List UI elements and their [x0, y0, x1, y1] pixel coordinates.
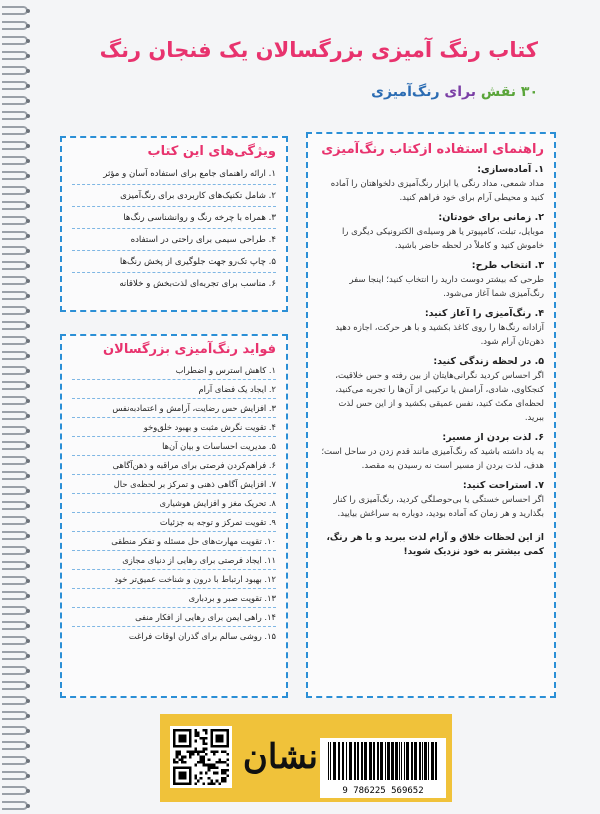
guide-section-body: به یاد داشته باشید که رنگ‌آمیزی مانند قدم زدن در ساحل است؛ هدف، لذت بردن از مسیر است نه رسیدن به مقصد. — [321, 447, 544, 471]
list-item: ۳. همراه با چرخه رنگ و روانشناسی رنگ‌ها — [72, 207, 276, 229]
spiral-coil — [2, 36, 28, 45]
spiral-coil — [2, 801, 28, 810]
spiral-coil — [2, 21, 28, 30]
spiral-coil — [2, 741, 28, 750]
guide-section-body: آزادانه رنگ‌ها را روی کاغذ بکشید و با هر حرکت، اجازه دهید ذهن‌تان آرام شود. — [335, 323, 544, 347]
spiral-coil — [2, 321, 28, 330]
spiral-coil — [2, 591, 28, 600]
spiral-coil — [2, 351, 28, 360]
list-item: ۸. تحریک مغز و افزایش هوشیاری — [72, 494, 276, 513]
spiral-coil — [2, 786, 28, 795]
spiral-coil — [2, 636, 28, 645]
spiral-coil — [2, 51, 28, 60]
features-list — [72, 163, 276, 294]
list-item: ۱. کاهش استرس و اضطراب — [72, 361, 276, 380]
list-item: ۱. ارائه راهنمای جامع برای استفاده آسان و مؤثر — [72, 163, 276, 185]
spiral-coil — [2, 126, 28, 135]
guide-section — [318, 356, 544, 425]
spiral-coil — [2, 441, 28, 450]
guide-closing: از این لحظات خلاق و آرام لذت ببرید و با هر رنگ، کمی بیشتر به خود نزدیک شوید! — [326, 533, 544, 557]
spiral-coil — [2, 561, 28, 570]
guide-section-body: اگر احساس کردید نگرانی‌هایتان از بین رفته و حس خلاقیت، کنجکاوی، شادی، آرامش یا ترکیبی از آن‌ها را تجربه می‌کنید، لحظه‌ای مکث کنید، نفس عمیقی بکشید و از این حس لذت ببرید. — [335, 371, 544, 423]
list-item: ۱۲. بهبود ارتباط با درون و شناخت عمیق‌تر خود — [72, 570, 276, 589]
list-item: ۱۴. راهی ایمن برای رهایی از افکار منفی — [72, 608, 276, 627]
spiral-coil — [2, 606, 28, 615]
spiral-coil — [2, 246, 28, 255]
spiral-coil — [2, 261, 28, 270]
spiral-coil — [2, 201, 28, 210]
spiral-coil — [2, 621, 28, 630]
spiral-coil — [2, 141, 28, 150]
spiral-coil — [2, 66, 28, 75]
list-item: ۲. شامل تکنیک‌های کاربردی برای رنگ‌آمیزی — [72, 185, 276, 207]
spiral-coil — [2, 426, 28, 435]
footer-band — [160, 714, 452, 802]
guide-section-body: اگر احساس خستگی یا بی‌حوصلگی کردید، رنگ‌آمیزی را کنار بگذارید و هر زمان که آماده بودید، دوباره به سراغش بیایید. — [333, 495, 544, 519]
guide-section — [318, 480, 544, 521]
guide-section-title: ۱. آماده‌سازی: — [477, 164, 544, 175]
guide-section-body: موبایل، تبلت، کامپیوتر یا هر وسیله‌ی الکترونیکی دیگری را خاموش کنید و کاملاً در لحظه حاضر باشید. — [342, 227, 544, 251]
spiral-coil — [2, 546, 28, 555]
spiral-coil — [2, 111, 28, 120]
guide-section-title: ۳. انتخاب طرح: — [471, 260, 544, 271]
list-item: ۲. ایجاد یک فضای آرام — [72, 380, 276, 399]
usage-guide-box — [306, 132, 556, 698]
spiral-coil — [2, 81, 28, 90]
guide-section-title: ۵. در لحظه زندگی کنید: — [433, 356, 544, 367]
list-item: ۱۱. ایجاد فرصتی برای رهایی از دنیای مجازی — [72, 551, 276, 570]
spiral-coil — [2, 516, 28, 525]
book-title: کتاب رنگ آمیزی بزرگسالان یک فنجان رنگ — [99, 38, 538, 62]
qr-code — [170, 726, 232, 788]
barcode — [320, 738, 446, 798]
list-item: ۱۵. روشی سالم برای گذران اوقات فراغت — [128, 631, 276, 641]
spiral-coil — [2, 186, 28, 195]
spiral-coil — [2, 336, 28, 345]
list-item: ۵. چاپ تک‌رو جهت جلوگیری از پخش رنگ‌ها — [72, 251, 276, 273]
spiral-coil — [2, 291, 28, 300]
spiral-coil — [2, 366, 28, 375]
list-item: ۱۳. تقویت صبر و بردباری — [72, 589, 276, 608]
spiral-coil — [2, 396, 28, 405]
spiral-coil — [2, 171, 28, 180]
spiral-coil — [2, 711, 28, 720]
list-item: ۴. طراحی سیمی برای راحتی در استفاده — [72, 229, 276, 251]
guide-section — [318, 308, 544, 349]
guide-heading: راهنمای استفاده ازکتاب رنگ‌آمیزی — [321, 142, 544, 157]
guide-section — [318, 212, 544, 253]
spiral-coil — [2, 381, 28, 390]
guide-section-title: ۴. رنگ‌آمیزی را آغاز کنید: — [424, 308, 544, 319]
list-item: ۹. تقویت تمرکز و توجه به جزئیات — [72, 513, 276, 532]
spiral-coil — [2, 771, 28, 780]
guide-section-body: مداد شمعی، مداد رنگی یا ابزار رنگ‌آمیزی دلخواهتان را آماده کنید و محیطی آرام برای خود فراهم کنید. — [330, 179, 544, 203]
guide-section — [318, 164, 544, 205]
list-item: ۳. افزایش حس رضایت، آرامش و اعتماد‌به‌نفس — [72, 399, 276, 418]
subtitle-rest: رنگ‌آمیزی — [371, 84, 440, 100]
list-item: ۷. افزایش آگاهی ذهنی و تمرکز بر لحظه‌ی حال — [72, 475, 276, 494]
isbn-number: 9 786225 569652 — [342, 786, 424, 796]
benefits-list — [72, 361, 276, 645]
guide-section — [318, 260, 544, 301]
benefits-box — [60, 334, 288, 698]
spiral-coil — [2, 96, 28, 105]
spiral-binding — [0, 0, 30, 814]
spiral-coil — [2, 231, 28, 240]
guide-section — [318, 432, 544, 473]
spiral-coil — [2, 6, 28, 15]
spiral-coil — [2, 726, 28, 735]
spiral-coil — [2, 306, 28, 315]
list-item: ۱۰. تقویت مهارت‌های حل مسئله و تفکر منطقی — [72, 532, 276, 551]
spiral-coil — [2, 276, 28, 285]
features-heading: ویژگی‌های این کتاب — [147, 144, 276, 159]
list-item: ۵. مدیریت احساسات و بیان آن‌ها — [72, 437, 276, 456]
spiral-coil — [2, 501, 28, 510]
spiral-coil — [2, 531, 28, 540]
list-item: ۶. مناسب برای تجربه‌ای لذت‌بخش و خلاقانه — [119, 279, 276, 289]
subtitle-count: ۳۰ نقش — [480, 84, 538, 100]
features-box — [60, 136, 288, 312]
guide-section-title: ۲. زمانی برای خودتان: — [438, 212, 544, 223]
list-item: ۶. فراهم‌کردن فرصتی برای مراقبه و ذهن‌آگاهی — [72, 456, 276, 475]
spiral-coil — [2, 411, 28, 420]
spiral-coil — [2, 486, 28, 495]
subtitle-for: برای — [444, 84, 477, 100]
spiral-coil — [2, 456, 28, 465]
spiral-coil — [2, 576, 28, 585]
guide-section-title: ۶. لذت بردن از مسیر: — [442, 432, 544, 443]
spiral-coil — [2, 666, 28, 675]
spiral-coil — [2, 156, 28, 165]
spiral-coil — [2, 681, 28, 690]
book-subtitle — [238, 84, 538, 100]
guide-section-title: ۷. استراحت کنید: — [462, 480, 544, 491]
list-item: ۴. تقویت نگرش مثبت و بهبود خلق‌وخو — [72, 418, 276, 437]
spiral-coil — [2, 696, 28, 705]
benefits-heading: فواید رنگ‌آمیزی بزرگسالان — [103, 342, 276, 357]
spiral-coil — [2, 651, 28, 660]
publisher-logo: نشان — [242, 737, 318, 777]
guide-section-body: طرحی که بیشتر دوست دارید را انتخاب کنید؛ اینجا سفر رنگ‌آمیزی شما آغاز می‌شود. — [349, 275, 544, 299]
spiral-coil — [2, 216, 28, 225]
spiral-coil — [2, 471, 28, 480]
spiral-coil — [2, 756, 28, 765]
